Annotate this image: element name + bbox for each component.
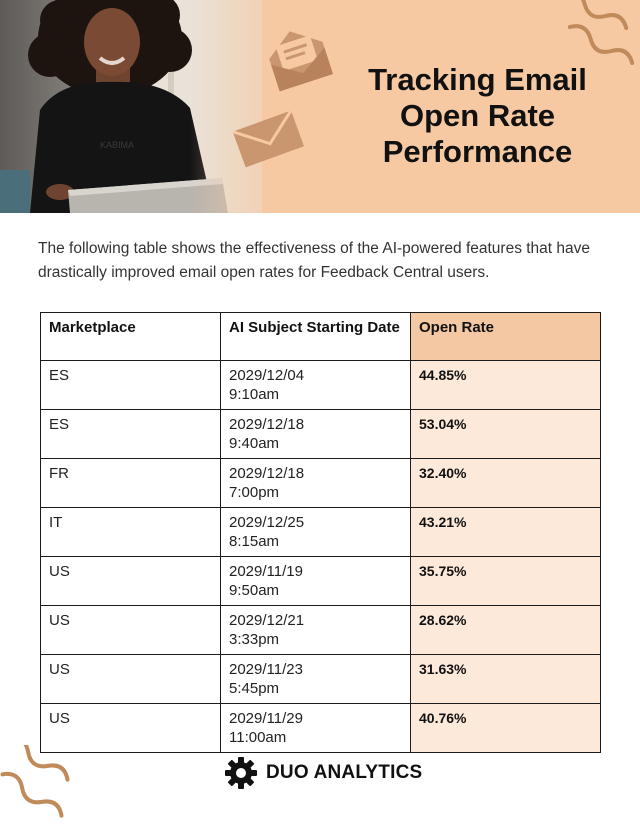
date-cell <box>221 606 411 655</box>
marketplace-cell: IT <box>41 508 221 557</box>
date-cell <box>221 410 411 459</box>
date-value: 2029/12/25 <box>229 514 305 531</box>
date-cell <box>221 557 411 606</box>
time-value: 3:33pm <box>229 631 280 648</box>
intro-paragraph: The following table shows the effectiveness of the AI-powered features that have drastically improved email open rates for Feedback Central users. <box>38 240 591 281</box>
marketplace-cell: US <box>41 606 221 655</box>
title-line-2: Open Rate <box>399 98 556 133</box>
brand-footer <box>224 756 422 790</box>
open-rate-cell: 44.85% <box>411 361 601 410</box>
time-value: 9:50am <box>229 582 280 599</box>
marketplace-cell: ES <box>41 361 221 410</box>
svg-text:KABIMA: KABIMA <box>100 140 135 150</box>
time-value: 7:00pm <box>229 484 280 501</box>
open-rate-cell: 40.76% <box>411 704 601 753</box>
envelope-open-icon <box>262 22 334 92</box>
time-value: 9:40am <box>229 435 280 452</box>
date-value: 2029/11/29 <box>229 710 303 727</box>
marketplace-cell: FR <box>41 459 221 508</box>
time-value: 5:45pm <box>229 680 280 697</box>
open-rate-cell: 43.21% <box>411 508 601 557</box>
open-rate-cell: 28.62% <box>411 606 601 655</box>
open-rate-cell: 32.40% <box>411 459 601 508</box>
date-value: 2029/12/21 <box>229 612 305 629</box>
date-value: 2029/11/19 <box>229 563 303 580</box>
date-cell <box>221 508 411 557</box>
gear-icon <box>224 756 258 790</box>
table-row <box>41 361 601 410</box>
table-row <box>41 410 601 459</box>
header-marketplace: Marketplace <box>41 313 221 361</box>
date-cell <box>221 704 411 753</box>
marketplace-cell: ES <box>41 410 221 459</box>
date-value: 2029/12/04 <box>229 367 305 384</box>
marketplace-cell: US <box>41 557 221 606</box>
title-line-3: Performance <box>382 134 573 169</box>
time-value: 9:10am <box>229 386 280 403</box>
date-value: 2029/12/18 <box>229 465 305 482</box>
time-value: 8:15am <box>229 533 280 550</box>
table-row <box>41 606 601 655</box>
marketplace-cell: US <box>41 655 221 704</box>
table-row <box>41 557 601 606</box>
marketplace-cell: US <box>41 704 221 753</box>
table-header-row <box>41 313 601 361</box>
open-rate-cell: 35.75% <box>411 557 601 606</box>
squiggle-decoration-bottom <box>0 745 80 828</box>
table-row <box>41 704 601 753</box>
date-cell <box>221 655 411 704</box>
header-open-rate: Open Rate <box>411 313 601 361</box>
envelope-icon <box>229 106 307 170</box>
date-value: 2029/11/23 <box>229 661 303 678</box>
squiggle-decoration <box>555 0 640 90</box>
table-row <box>41 508 601 557</box>
date-cell <box>221 459 411 508</box>
header-date: AI Subject Starting Date <box>221 313 411 361</box>
open-rate-cell: 31.63% <box>411 655 601 704</box>
woman-with-laptop-photo <box>0 0 262 213</box>
open-rate-table <box>40 312 601 753</box>
date-cell <box>221 361 411 410</box>
brand-name: DUO ANALYTICS <box>266 762 423 783</box>
time-value: 11:00am <box>229 729 287 746</box>
table-row <box>41 655 601 704</box>
table-row <box>41 459 601 508</box>
open-rate-cell: 53.04% <box>411 410 601 459</box>
header-banner <box>0 0 640 213</box>
date-value: 2029/12/18 <box>229 416 305 433</box>
title-line-1: Tracking Email <box>368 62 587 97</box>
